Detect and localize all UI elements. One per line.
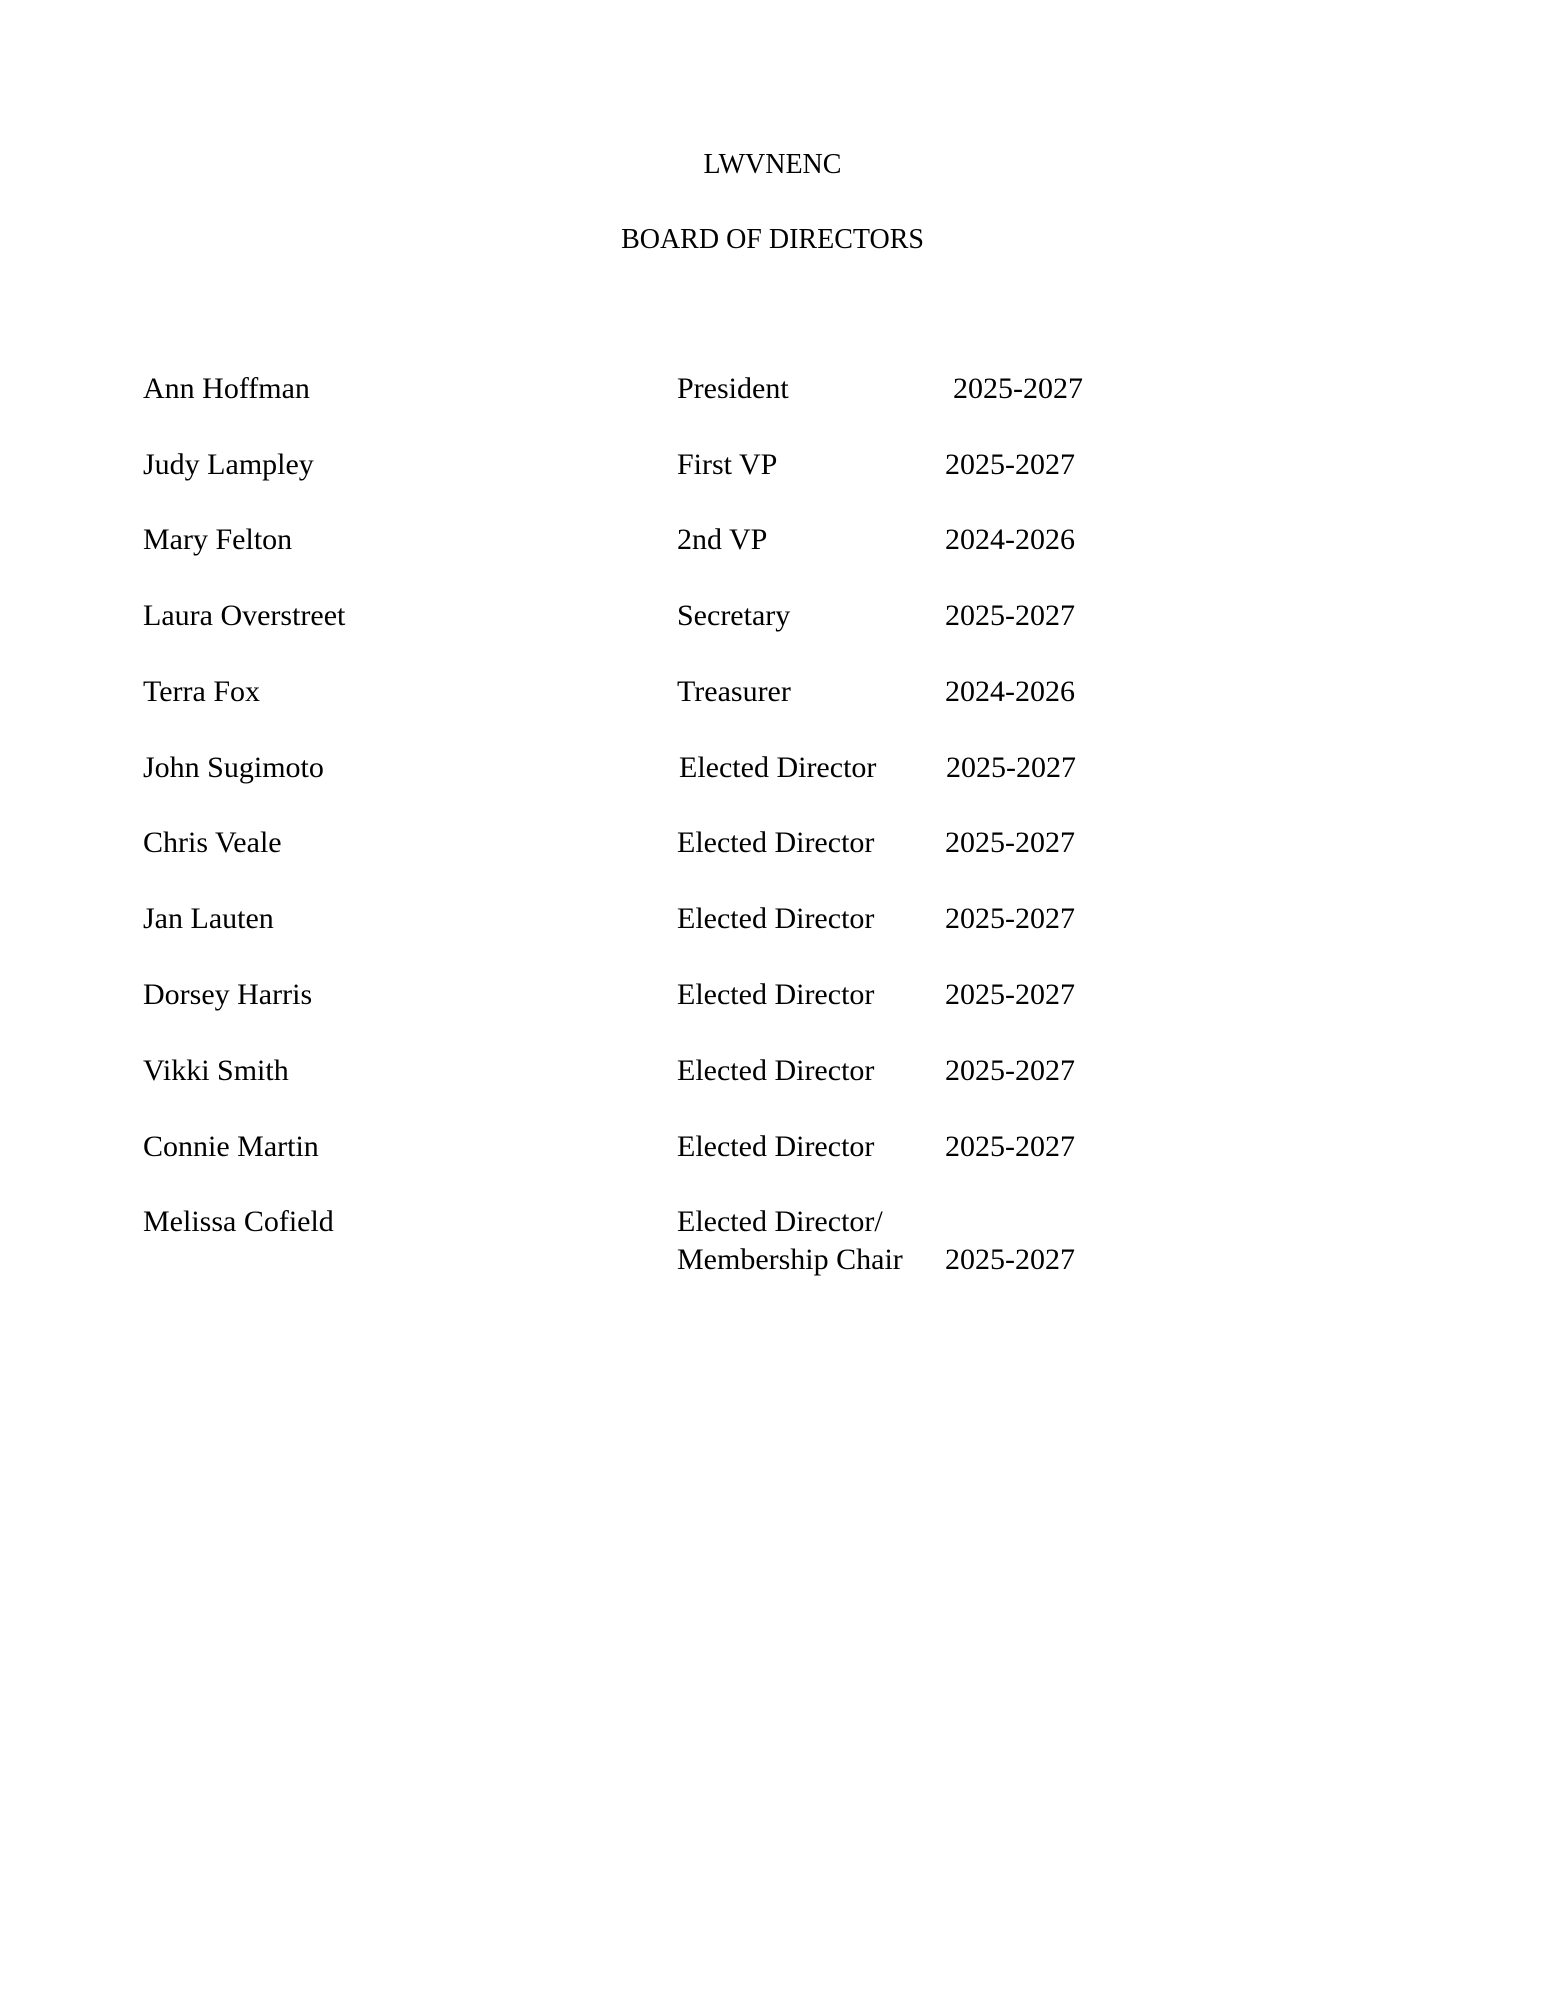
member-name: Mary Felton <box>143 523 293 556</box>
member-position-line2: Membership Chair <box>677 1243 903 1276</box>
member-name: Melissa Cofield <box>143 1205 334 1238</box>
member-name: Ann Hoffman <box>143 372 310 405</box>
member-name: John Sugimoto <box>143 751 324 784</box>
member-term: 2025-2027 <box>945 1054 1075 1087</box>
member-position: Treasurer <box>677 675 791 708</box>
member-term: 2025-2027 <box>945 448 1075 481</box>
member-term: 2025-2027 <box>945 826 1075 859</box>
member-position: Elected Director/ <box>677 1205 883 1238</box>
member-name: Laura Overstreet <box>143 599 346 632</box>
member-name: Jan Lauten <box>143 902 274 935</box>
member-position: First VP <box>677 448 778 481</box>
member-name: Vikki Smith <box>143 1054 289 1087</box>
member-term: 2025-2027 <box>945 902 1075 935</box>
member-name: Terra Fox <box>143 675 261 708</box>
member-term: 2024-2026 <box>945 675 1075 708</box>
member-position: 2nd VP <box>677 523 768 556</box>
document-title: BOARD OF DIRECTORS <box>621 224 924 255</box>
member-position: Elected Director <box>677 1054 875 1087</box>
member-name: Chris Veale <box>143 826 282 859</box>
member-position: Secretary <box>677 599 791 632</box>
member-name: Judy Lampley <box>143 448 314 481</box>
member-name: Dorsey Harris <box>143 978 313 1011</box>
member-name: Connie Martin <box>143 1130 319 1163</box>
member-term: 2025-2027 <box>945 1243 1075 1276</box>
member-position: Elected Director <box>679 751 877 784</box>
member-term: 2025-2027 <box>946 751 1076 784</box>
organization-name: LWVNENC <box>703 149 842 180</box>
member-position: Elected Director <box>677 978 875 1011</box>
member-position: Elected Director <box>677 902 875 935</box>
member-term: 2025-2027 <box>945 1130 1075 1163</box>
member-position: Elected Director <box>677 1130 875 1163</box>
member-position: Elected Director <box>677 826 875 859</box>
member-term: 2024-2026 <box>945 523 1075 556</box>
member-term: 2025-2027 <box>945 599 1075 632</box>
member-position: President <box>677 372 789 405</box>
member-term: 2025-2027 <box>953 372 1083 405</box>
member-term: 2025-2027 <box>945 978 1075 1011</box>
